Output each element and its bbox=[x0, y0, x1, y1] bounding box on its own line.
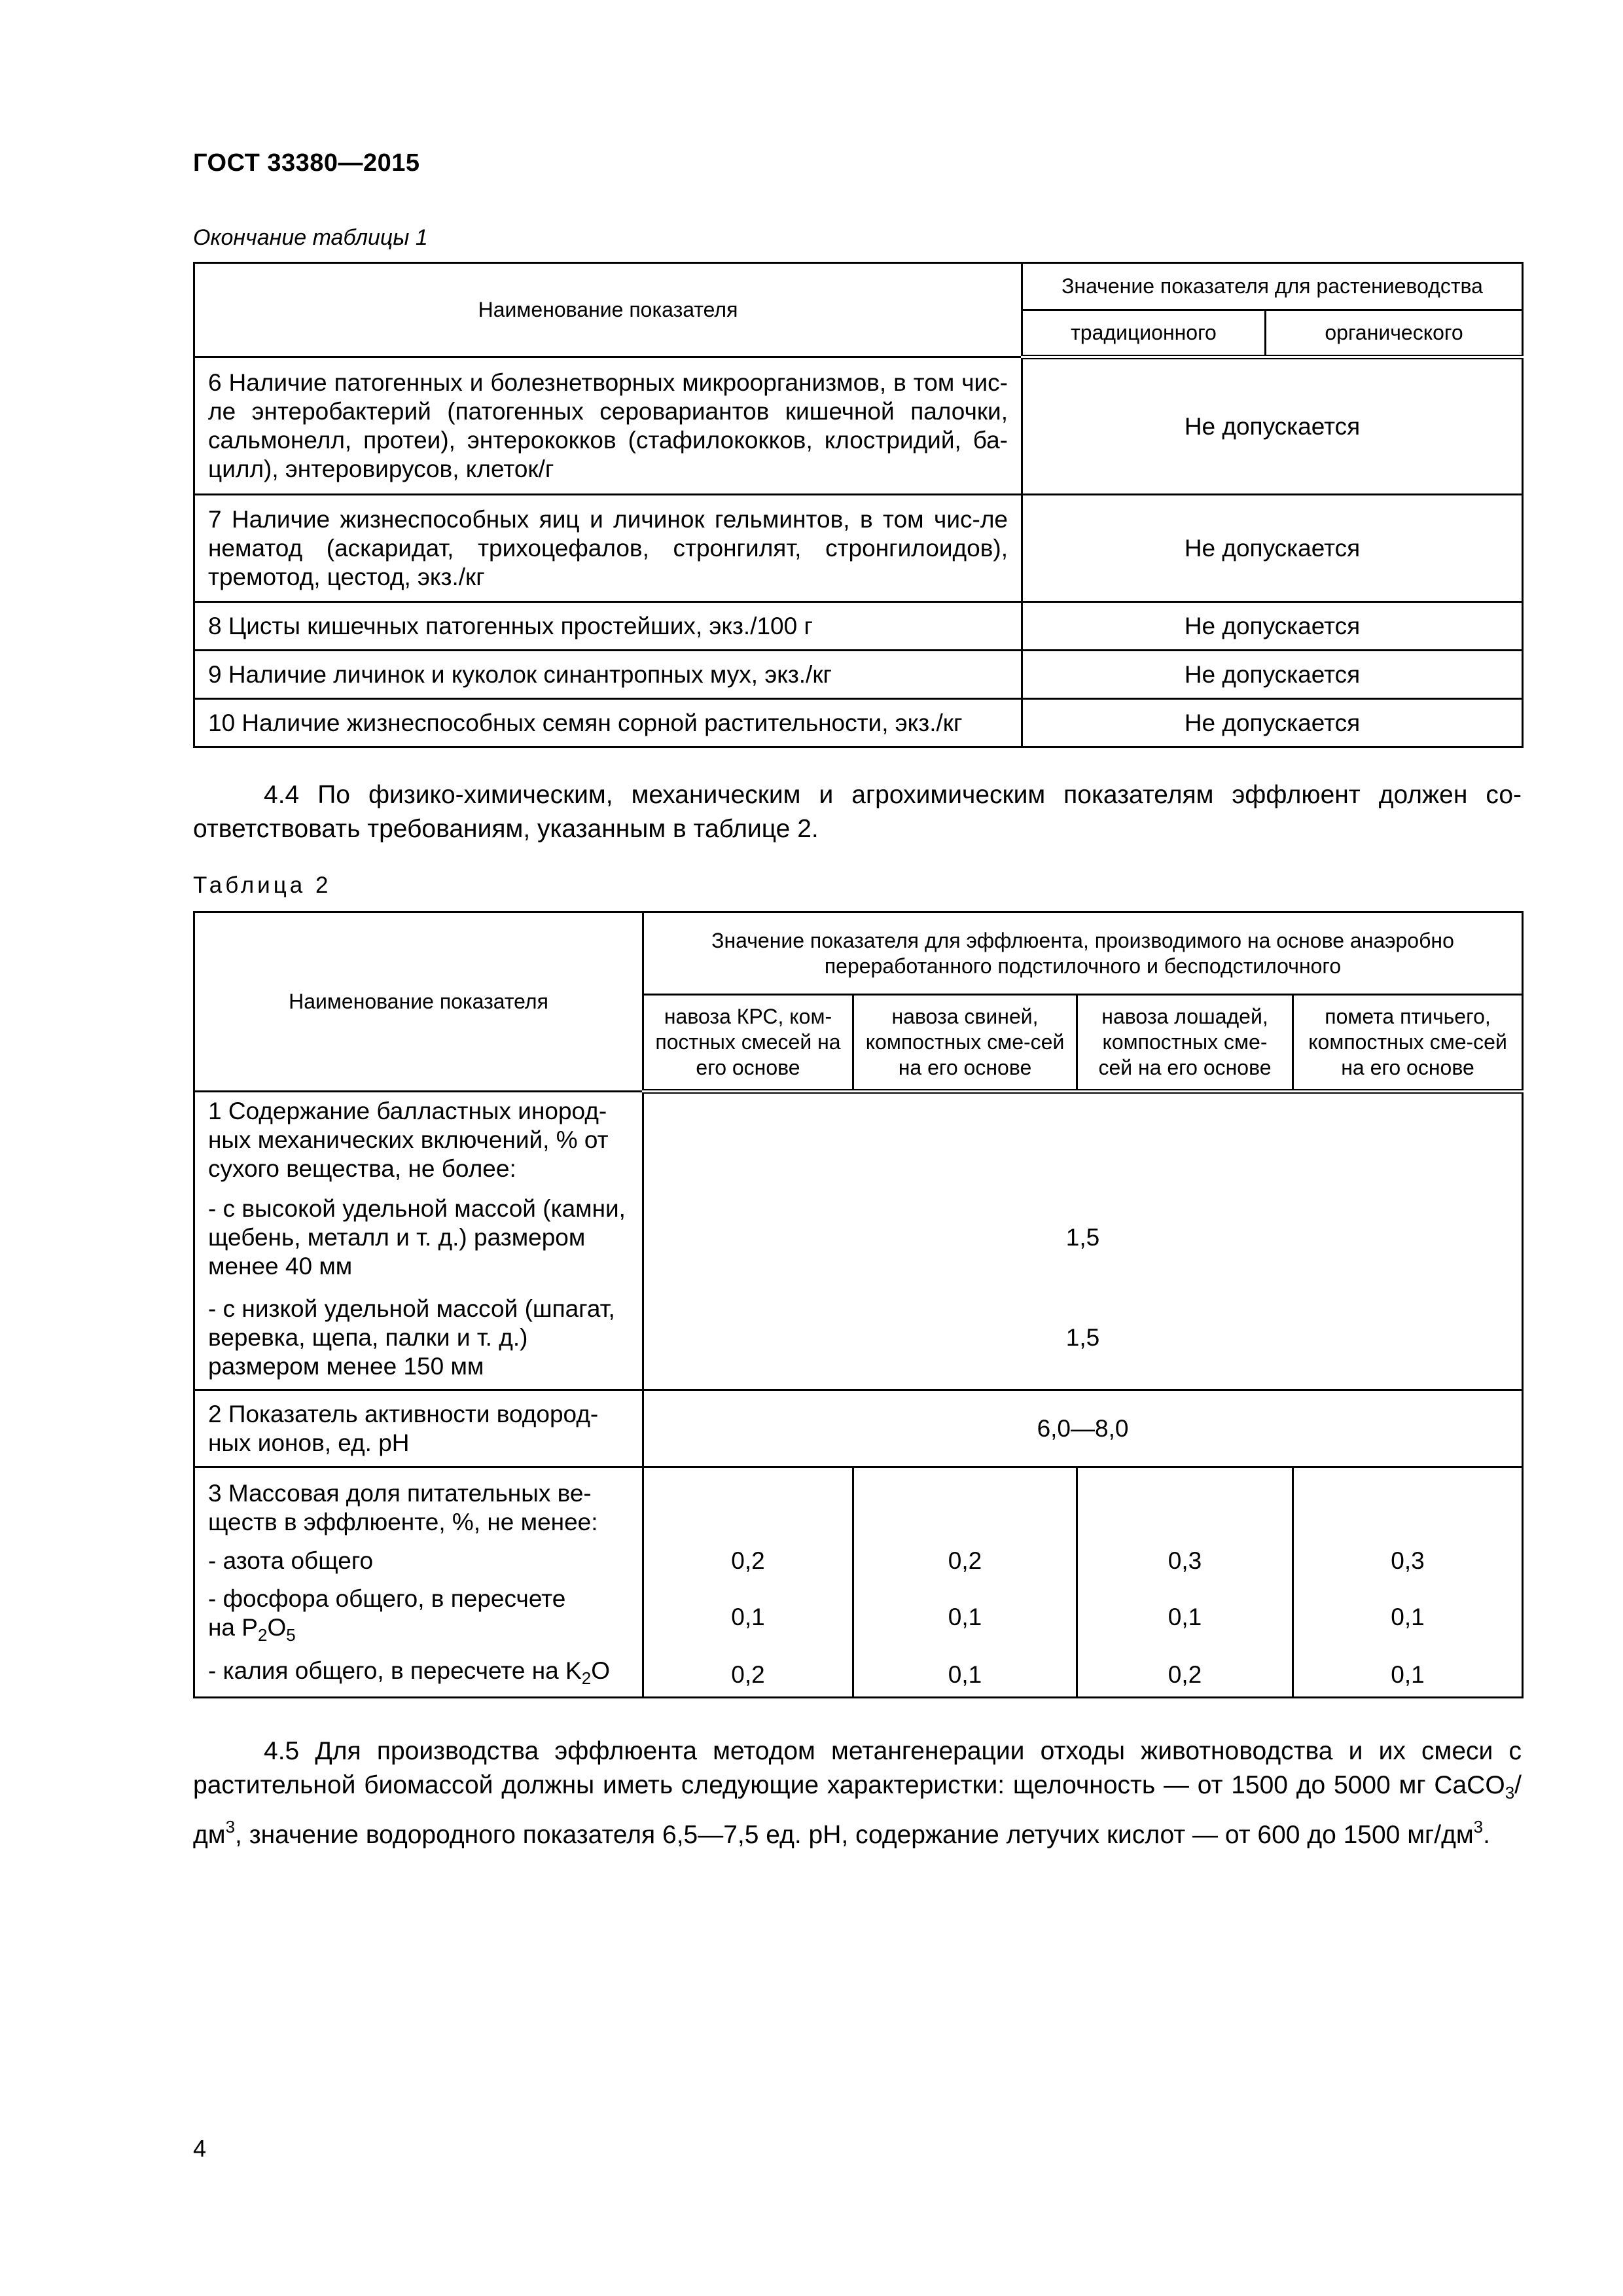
table2-row3-title: 3 Массовая доля питательных ве-ществ в эффлюенте, %, не менее: bbox=[194, 1467, 643, 1541]
table2-caption: Таблица 2 bbox=[193, 872, 332, 898]
table-row bbox=[194, 357, 1523, 495]
table1-header-organic: органического bbox=[1266, 310, 1523, 357]
table2-row3-potassium-value: 0,1 bbox=[853, 1653, 1077, 1698]
page-number: 4 bbox=[193, 2135, 207, 2162]
table1-row-name: 6 Наличие патогенных и болезнетворных микроорганизмов, в том чис-ле энтеробактерий (патогенных серовариантов кишечной палочки, сальмонелл, протеи), энтерококков (стафилококков, клостридий, ба-цилл), энтеровирусов, клеток/г bbox=[194, 357, 1022, 495]
paragraph-4-5 bbox=[193, 1734, 1522, 1852]
table2-row3-potassium-label bbox=[194, 1653, 643, 1698]
table1-row-name: 8 Цисты кишечных патогенных простейших, экз./100 г bbox=[194, 602, 1022, 651]
table-row bbox=[194, 1581, 1523, 1653]
phosphorus-line2 bbox=[208, 1614, 296, 1645]
table2-row3-phosphorus-label bbox=[194, 1581, 643, 1653]
para45-sub: 3 bbox=[1505, 1783, 1515, 1803]
table2-header-col-pigs: навоза свиней, компостных сме-сей на его основе bbox=[853, 995, 1077, 1092]
phosphorus-pre: на P bbox=[208, 1614, 258, 1641]
table1-row-value: Не допускается bbox=[1022, 602, 1523, 651]
table1-caption: Окончание таблицы 1 bbox=[193, 225, 428, 250]
table2-header-col-horses: навоза лошадей, компостных сме-сей на его основе bbox=[1077, 995, 1293, 1092]
table-row bbox=[194, 495, 1523, 602]
phosphorus-line1: - фосфора общего, в пересчете bbox=[208, 1585, 566, 1612]
table2-row3-empty bbox=[1077, 1467, 1293, 1541]
document-code: ГОСТ 33380—2015 bbox=[193, 149, 420, 177]
table1-row-value: Не допускается bbox=[1022, 651, 1523, 699]
table2-row2-value: 6,0—8,0 bbox=[643, 1390, 1523, 1467]
table-row bbox=[194, 1189, 1523, 1287]
table2-header-col-cattle: навоза КРС, ком-постных смесей на его основе bbox=[643, 995, 853, 1092]
table2-row1-sub1-value: 1,5 bbox=[643, 1189, 1523, 1287]
table2-row3-potassium-value: 0,2 bbox=[1077, 1653, 1293, 1698]
table2-row3-empty bbox=[853, 1467, 1077, 1541]
potassium-pre: - калия общего, в пересчете на K bbox=[208, 1657, 582, 1685]
para45-sup2: 3 bbox=[1473, 1817, 1484, 1837]
table2-header-name: Наименование показателя bbox=[194, 912, 643, 1092]
table2-row1-empty bbox=[643, 1092, 1523, 1189]
para45-text2: /дм bbox=[193, 1771, 1522, 1849]
table2-row3-nitrogen-value: 0,3 bbox=[1077, 1541, 1293, 1581]
table1-row-value: Не допускается bbox=[1022, 495, 1523, 602]
potassium-sub: 2 bbox=[581, 1668, 592, 1689]
table1-header-group: Значение показателя для растениеводства bbox=[1022, 263, 1523, 310]
table2-row3-empty bbox=[643, 1467, 853, 1541]
table-row bbox=[194, 602, 1523, 651]
table2-row3-potassium-value: 0,1 bbox=[1293, 1653, 1523, 1698]
table2-row3-empty bbox=[1293, 1467, 1523, 1541]
table2-row3-nitrogen-value: 0,2 bbox=[643, 1541, 853, 1581]
para45-text4: . bbox=[1483, 1821, 1490, 1849]
para45-text3: , значение водородного показателя 6,5—7,5 ед. pH, содержание летучих кислот — от 600 до 1500 мг/дм bbox=[235, 1821, 1474, 1849]
table-row bbox=[194, 1092, 1523, 1189]
table1-row-name: 9 Наличие личинок и куколок синантропных мух, экз./кг bbox=[194, 651, 1022, 699]
table2-row3-nitrogen-value: 0,2 bbox=[853, 1541, 1077, 1581]
table2-row1-title: 1 Содержание балластных инород-ных механических включений, % от сухого вещества, не более: bbox=[194, 1092, 643, 1189]
table2-row3-phosphorus-value: 0,1 bbox=[853, 1581, 1077, 1653]
table2-header-group: Значение показателя для эффлюента, производимого на основе анаэробно переработанного подстилочного и бесподстилочного bbox=[643, 912, 1523, 995]
table1-row-name: 10 Наличие жизнеспособных семян сорной растительности, экз./кг bbox=[194, 699, 1022, 747]
table-row bbox=[194, 1287, 1523, 1390]
table2-row3-phosphorus-value: 0,1 bbox=[1077, 1581, 1293, 1653]
table2-header-col-poultry: помета птичьего, компостных сме-сей на его основе bbox=[1293, 995, 1523, 1092]
table1-row-name: 7 Наличие жизнеспособных яиц и личинок гельминтов, в том чис-ле нематод (аскаридат, трихоцефалов, стронгилят, стронгилоидов), тремотод, цестод, экз./кг bbox=[194, 495, 1022, 602]
table-1 bbox=[193, 262, 1524, 748]
table2-row3-potassium-value: 0,2 bbox=[643, 1653, 853, 1698]
para45-sup1: 3 bbox=[225, 1817, 236, 1837]
table1-row-value: Не допускается bbox=[1022, 699, 1523, 747]
table2-row3-nitrogen-label: - азота общего bbox=[194, 1541, 643, 1581]
table2-row3-nitrogen-value: 0,3 bbox=[1293, 1541, 1523, 1581]
potassium-post: O bbox=[591, 1657, 610, 1685]
table-row bbox=[194, 651, 1523, 699]
phosphorus-mid: O bbox=[267, 1614, 287, 1641]
table-row bbox=[194, 1541, 1523, 1581]
table2-row1-sub1: - с высокой удельной массой (камни, щебень, металл и т. д.) размером менее 40 мм bbox=[194, 1189, 643, 1287]
table-row bbox=[194, 1467, 1523, 1541]
table1-row-value: Не допускается bbox=[1022, 357, 1523, 495]
table-row bbox=[194, 1390, 1523, 1467]
table1-header-name: Наименование показателя bbox=[194, 263, 1022, 357]
table-2 bbox=[193, 911, 1524, 1698]
paragraph-4-4: 4.4 По физико-химическим, механическим и агрохимическим показателям эффлюент должен со-ответствовать требованиям, указанным в таблице 2. bbox=[193, 781, 1522, 843]
table-row bbox=[194, 699, 1523, 747]
table2-row1-sub2-value: 1,5 bbox=[643, 1287, 1523, 1390]
phosphorus-sub2: 5 bbox=[286, 1625, 296, 1645]
table2-row1-sub2: - с низкой удельной массой (шпагат, веревка, щепа, палки и т. д.) размером менее 150 мм bbox=[194, 1287, 643, 1390]
table2-row3-phosphorus-value: 0,1 bbox=[643, 1581, 853, 1653]
table2-row3-phosphorus-value: 0,1 bbox=[1293, 1581, 1523, 1653]
table-row bbox=[194, 1653, 1523, 1698]
table2-row2-title: 2 Показатель активности водород-ных ионов, ед. pH bbox=[194, 1390, 643, 1467]
table1-header-traditional: традиционного bbox=[1022, 310, 1266, 357]
para45-text1: 4.5 Для производства эффлюента методом метангенерации отходы животноводства и их смеси с растительной биомассой должны иметь следующие характеристки: щелочность — от 1500 до 5000 мг CaCO bbox=[193, 1737, 1522, 1799]
phosphorus-sub1: 2 bbox=[257, 1625, 268, 1645]
